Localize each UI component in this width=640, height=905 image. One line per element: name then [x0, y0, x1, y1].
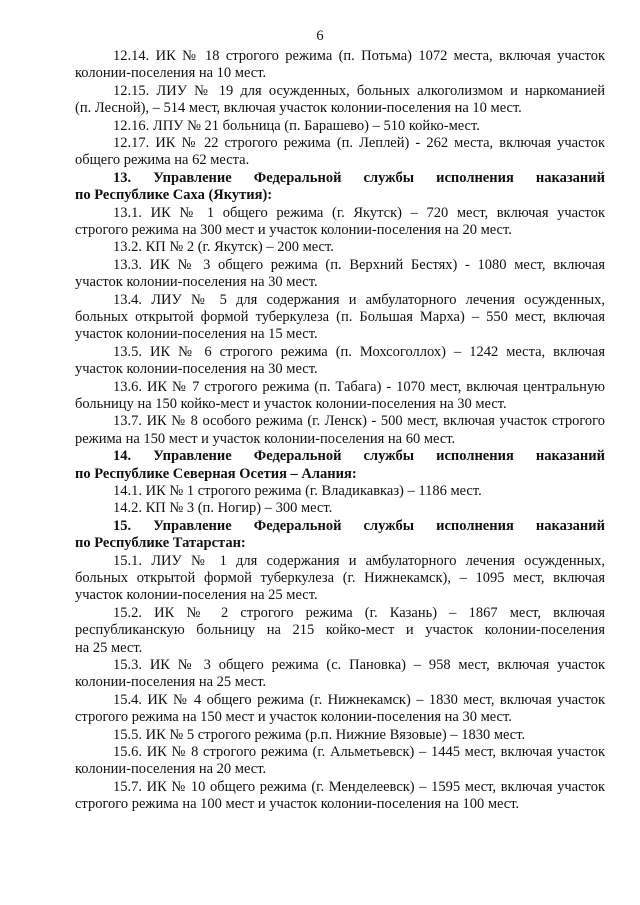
text-line: 13. Управление Федеральной службы исполнения наказаний: [113, 169, 605, 186]
text-line: участок колонии-поселения на 15 мест.: [75, 326, 318, 343]
text-line: 15.3. ИК № 3 общего режима (с. Пановка) – 958 мест, включая участок: [113, 656, 605, 673]
text-line: 15.1. ЛИУ № 1 для содержания и амбулаторного лечения осужденных,: [113, 552, 605, 569]
list-item: [75, 413, 605, 448]
text-line: 13.7. ИК № 8 особого режима (г. Ленск) - 500 мест, включая участок строгого: [113, 413, 605, 430]
text-line: 12.17. ИК № 22 строгого режима (п. Леплей) - 262 места, включая участок: [113, 135, 605, 151]
list-item: [75, 205, 605, 240]
page-number: 6: [316, 28, 324, 44]
section-heading: [75, 170, 605, 205]
text-line: 15.4. ИК № 4 общего режима (г. Нижнекамск) – 1830 мест, включая участок: [113, 691, 605, 708]
list-item: [75, 605, 605, 657]
text-line: республиканскую больницу на 215 койко-мест и участок колонии-поселения: [75, 622, 605, 639]
text-line: 12.16. ЛПУ № 21 больница (п. Барашево) – 510 койко-мест.: [113, 117, 480, 134]
list-item: [75, 257, 605, 292]
list-item: [75, 344, 605, 379]
list-item: [75, 657, 605, 692]
text-line: 13.2. КП № 2 (г. Якутск) – 200 мест.: [113, 239, 334, 256]
text-line: колонии-поселения на 25 мест.: [75, 674, 267, 691]
text-line: 13.4. ЛИУ № 5 для содержания и амбулаторного лечения осужденных,: [113, 291, 605, 308]
text-line: 14.2. КП № 3 (п. Ногир) – 300 мест.: [113, 500, 333, 517]
list-item: [75, 744, 605, 779]
list-item: [75, 483, 605, 500]
text-line: строгого режима на 300 мест и участок колонии-поселения на 20 мест.: [75, 221, 512, 238]
text-line: строгого режима на 150 мест и участок колонии-поселения на 30 мест.: [75, 709, 512, 726]
text-line: 13.6. ИК № 7 строгого режима (п. Табага) - 1070 мест, включая центральную: [113, 378, 605, 395]
text-line: режима на 150 мест и участок колонии-поселения на 60 мест.: [75, 430, 456, 447]
document-body: [75, 48, 605, 814]
list-item: [75, 239, 605, 256]
text-line: 14.1. ИК № 1 строгого режима (г. Владикавказ) – 1186 мест.: [113, 482, 482, 499]
list-item: [75, 500, 605, 517]
text-line: больных открытой формой туберкулеза (п. Большая Марха) – 550 мест, включая: [75, 308, 605, 325]
text-line: 15.6. ИК № 8 строгого режима (г. Альметьевск) – 1445 мест, включая участок: [113, 743, 605, 760]
text-line: 13.3. ИК № 3 общего режима (п. Верхний Бестях) - 1080 мест, включая: [113, 256, 605, 273]
text-line: 15.7. ИК № 10 общего режима (г. Менделеевск) – 1595 мест, включая участок: [113, 778, 605, 795]
section-heading: [75, 518, 605, 553]
text-line: участок колонии-поселения на 25 мест.: [75, 587, 318, 604]
list-item: [75, 48, 605, 83]
text-line: 12.15. ЛИУ № 19 для осужденных, больных алкоголизмом и наркоманией: [113, 82, 605, 99]
text-line: по Республике Татарстан:: [75, 535, 246, 552]
section-heading: [75, 448, 605, 483]
text-line: 14. Управление Федеральной службы исполнения наказаний: [113, 448, 605, 465]
text-line: колонии-поселения на 20 мест.: [75, 761, 267, 778]
text-line: 15. Управление Федеральной службы исполнения наказаний: [113, 517, 605, 534]
text-line: по Республике Саха (Якутия):: [75, 187, 273, 204]
list-item: [75, 135, 605, 170]
text-line: участок колонии-поселения на 30 мест.: [75, 361, 318, 378]
text-line: 13.5. ИК № 6 строгого режима (п. Мохсоголлох) – 1242 места, включая: [113, 343, 605, 360]
text-line: 15.2. ИК № 2 строгого режима (г. Казань) – 1867 мест, включая: [113, 604, 605, 621]
text-line: (п. Лесной), – 514 мест, включая участок колонии-поселения на 10 мест.: [75, 100, 522, 117]
text-line: общего режима на 62 места.: [75, 152, 250, 169]
text-line: колонии-поселения на 10 мест.: [75, 65, 267, 82]
text-line: 13.1. ИК № 1 общего режима (г. Якутск) – 720 мест, включая участок: [113, 204, 605, 221]
list-item: [75, 292, 605, 344]
list-item: [75, 692, 605, 727]
list-item: [75, 118, 605, 135]
list-item: [75, 727, 605, 744]
list-item: [75, 779, 605, 814]
text-line: по Республике Северная Осетия – Алания:: [75, 465, 357, 482]
text-line: больных открытой формой туберкулеза (г. Нижнекамск), – 1095 мест, включая: [75, 569, 605, 586]
text-line: больницу на 150 койко-мест и участок колонии-поселения на 30 мест.: [75, 395, 507, 412]
list-item: [75, 379, 605, 414]
list-item: [75, 553, 605, 605]
text-line: строгого режима на 100 мест и участок колонии-поселения на 100 мест.: [75, 796, 520, 813]
list-item: [75, 83, 605, 118]
text-line: участок колонии-поселения на 30 мест.: [75, 274, 318, 291]
text-line: на 25 мест.: [75, 639, 143, 656]
text-line: 12.14. ИК № 18 строгого режима (п. Потьма) 1072 места, включая участок: [113, 48, 605, 64]
text-line: 15.5. ИК № 5 строгого режима (р.п. Нижние Вязовые) – 1830 мест.: [113, 726, 526, 743]
